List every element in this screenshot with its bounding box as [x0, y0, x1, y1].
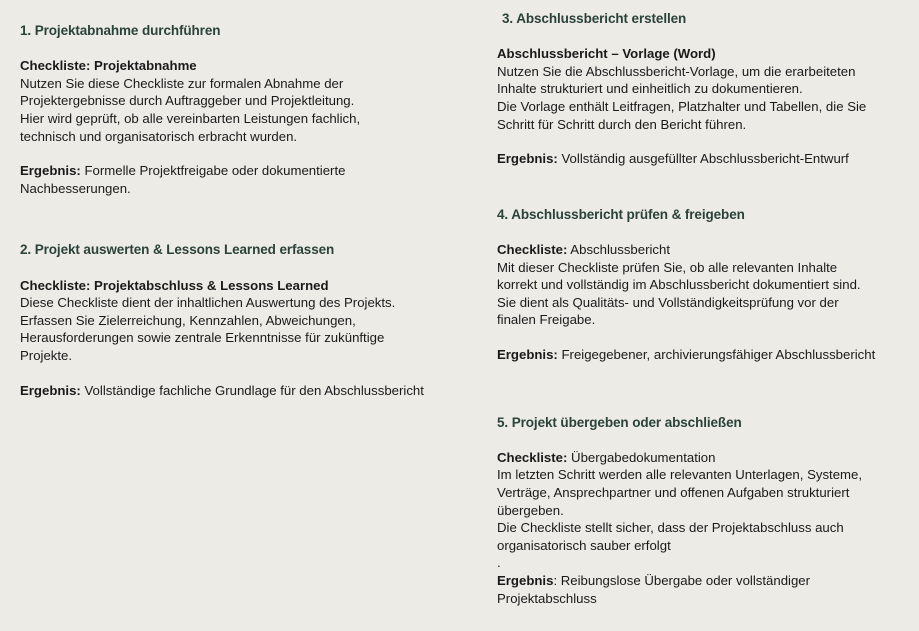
section-1-result-label: Ergebnis:	[20, 163, 81, 179]
section-2	[20, 241, 444, 399]
section-3-body-line-2: Inhalte strukturiert und einheitlich zu dokumentieren.	[497, 81, 803, 97]
section-2-result-label: Ergebnis:	[20, 382, 81, 398]
section-3-lead: Abschlussbericht – Vorlage (Word)	[497, 46, 716, 62]
section-3-result-text: Vollständig ausgefüllter Abschlussbericht-Entwurf	[557, 151, 849, 167]
section-4-body-line-2: korrekt und vollständig im Abschlussbericht dokumentiert sind.	[497, 277, 861, 293]
spacer	[20, 145, 444, 162]
section-5-body-line-1: Im letzten Schritt werden alle relevanten Unterlagen, Systeme,	[497, 467, 863, 483]
section-4-result-text: Freigegebener, archivierungsfähiger Abschlussbericht	[557, 346, 876, 362]
section-1-body-line-2: Projektergebnisse durch Auftraggeber und Projektleitung.	[20, 93, 355, 109]
spacer	[497, 168, 901, 206]
section-2-result-text: Vollständige fachliche Grundlage für den Abschlussbericht	[80, 382, 424, 398]
section-5-lead-rest: Übergabedokumentation	[567, 449, 716, 465]
spacer	[497, 28, 901, 45]
section-2-body-line-4: Projekte.	[20, 347, 73, 363]
section-5-title: 5. Projekt übergeben oder abschließen	[497, 414, 742, 430]
section-3-result-label: Ergebnis:	[497, 151, 558, 167]
section-3-body-line-3: Die Vorlage enthält Leitfragen, Platzhalter und Tabellen, die Sie	[497, 99, 867, 114]
section-3-title: 3. Abschlussbericht erstellen	[502, 11, 687, 26]
section-1-body-line-4: technisch und organisatorisch erbracht wurden.	[20, 128, 298, 144]
section-1-lead: Checkliste: Projektabnahme	[20, 58, 197, 74]
section-4-result-label: Ergebnis:	[497, 346, 558, 362]
section-5-body-line-4: Die Checkliste stellt sicher, dass der Projektabschluss auch	[497, 520, 844, 536]
section-2-lead: Checkliste: Projektabschluss & Lessons Learned	[20, 277, 329, 293]
section-5-stray-dot: .	[497, 555, 501, 571]
section-5-body-line-2: Verträge, Ansprechpartner und offenen Aufgaben strukturiert	[497, 484, 850, 500]
section-5-result-text: : Reibungslose Übergabe oder vollständiger Projektabschluss	[497, 572, 811, 606]
spacer	[497, 224, 901, 241]
section-5-lead-label: Checkliste:	[497, 449, 568, 465]
section-5-result	[497, 572, 901, 607]
spacer	[497, 329, 901, 346]
section-1-body-line-3: Hier wird geprüft, ob alle vereinbarten Leistungen fachlich,	[20, 111, 361, 126]
section-3	[497, 10, 901, 168]
section-4-lead-label: Checkliste:	[497, 242, 568, 257]
section-1	[20, 22, 444, 197]
spacer	[497, 364, 901, 414]
section-3-body-line-4: Schritt für Schritt durch den Bericht führen.	[497, 116, 747, 132]
section-2-body-line-1: Diese Checkliste dient der inhaltlichen Auswertung des Projekts.	[20, 295, 396, 311]
section-5-body-line-3: übergeben.	[497, 502, 564, 518]
section-3-body-line-1: Nutzen Sie die Abschlussbericht-Vorlage, um die erarbeiteten	[497, 63, 856, 79]
section-4-body-line-3: Sie dient als Qualitäts- und Vollständigkeitsprüfung vor der	[497, 294, 839, 310]
section-4-lead	[497, 241, 901, 259]
section-5-result-label: Ergebnis	[497, 572, 554, 588]
section-4-lead-rest: Abschlussbericht	[567, 242, 670, 257]
section-1-result	[20, 162, 444, 197]
spacer	[497, 133, 901, 150]
spacer	[497, 432, 901, 449]
section-1-body-line-1: Nutzen Sie diese Checkliste zur formalen Abnahme der	[20, 75, 344, 91]
section-4-body-line-4: finalen Freigabe.	[497, 312, 596, 328]
section-3-result	[497, 150, 901, 168]
section-4-body-line-1: Mit dieser Checkliste prüfen Sie, ob alle relevanten Inhalte	[497, 259, 838, 275]
section-2-body-line-2: Erfassen Sie Zielerreichung, Kennzahlen, Abweichungen,	[20, 312, 356, 328]
spacer	[20, 365, 444, 382]
spacer	[20, 197, 444, 241]
section-5	[497, 414, 901, 608]
section-2-result	[20, 382, 444, 400]
section-5-lead	[497, 449, 901, 467]
section-2-body-line-3: Herausforderungen sowie zentrale Erkenntnisse für zukünftige	[20, 330, 385, 346]
section-4	[497, 206, 901, 364]
right-column	[497, 0, 901, 631]
section-1-title: 1. Projektabnahme durchführen	[20, 23, 221, 38]
spacer	[20, 260, 444, 277]
section-4-result	[497, 346, 901, 364]
section-5-body-line-5: organisatorisch sauber erfolgt	[497, 537, 671, 553]
spacer	[20, 40, 444, 57]
section-4-title: 4. Abschlussbericht prüfen & freigeben	[497, 206, 745, 222]
section-1-result-text: Formelle Projektfreigabe oder dokumentierte Nachbesserungen.	[20, 163, 346, 196]
section-2-title: 2. Projekt auswerten & Lessons Learned erfassen	[20, 242, 335, 258]
